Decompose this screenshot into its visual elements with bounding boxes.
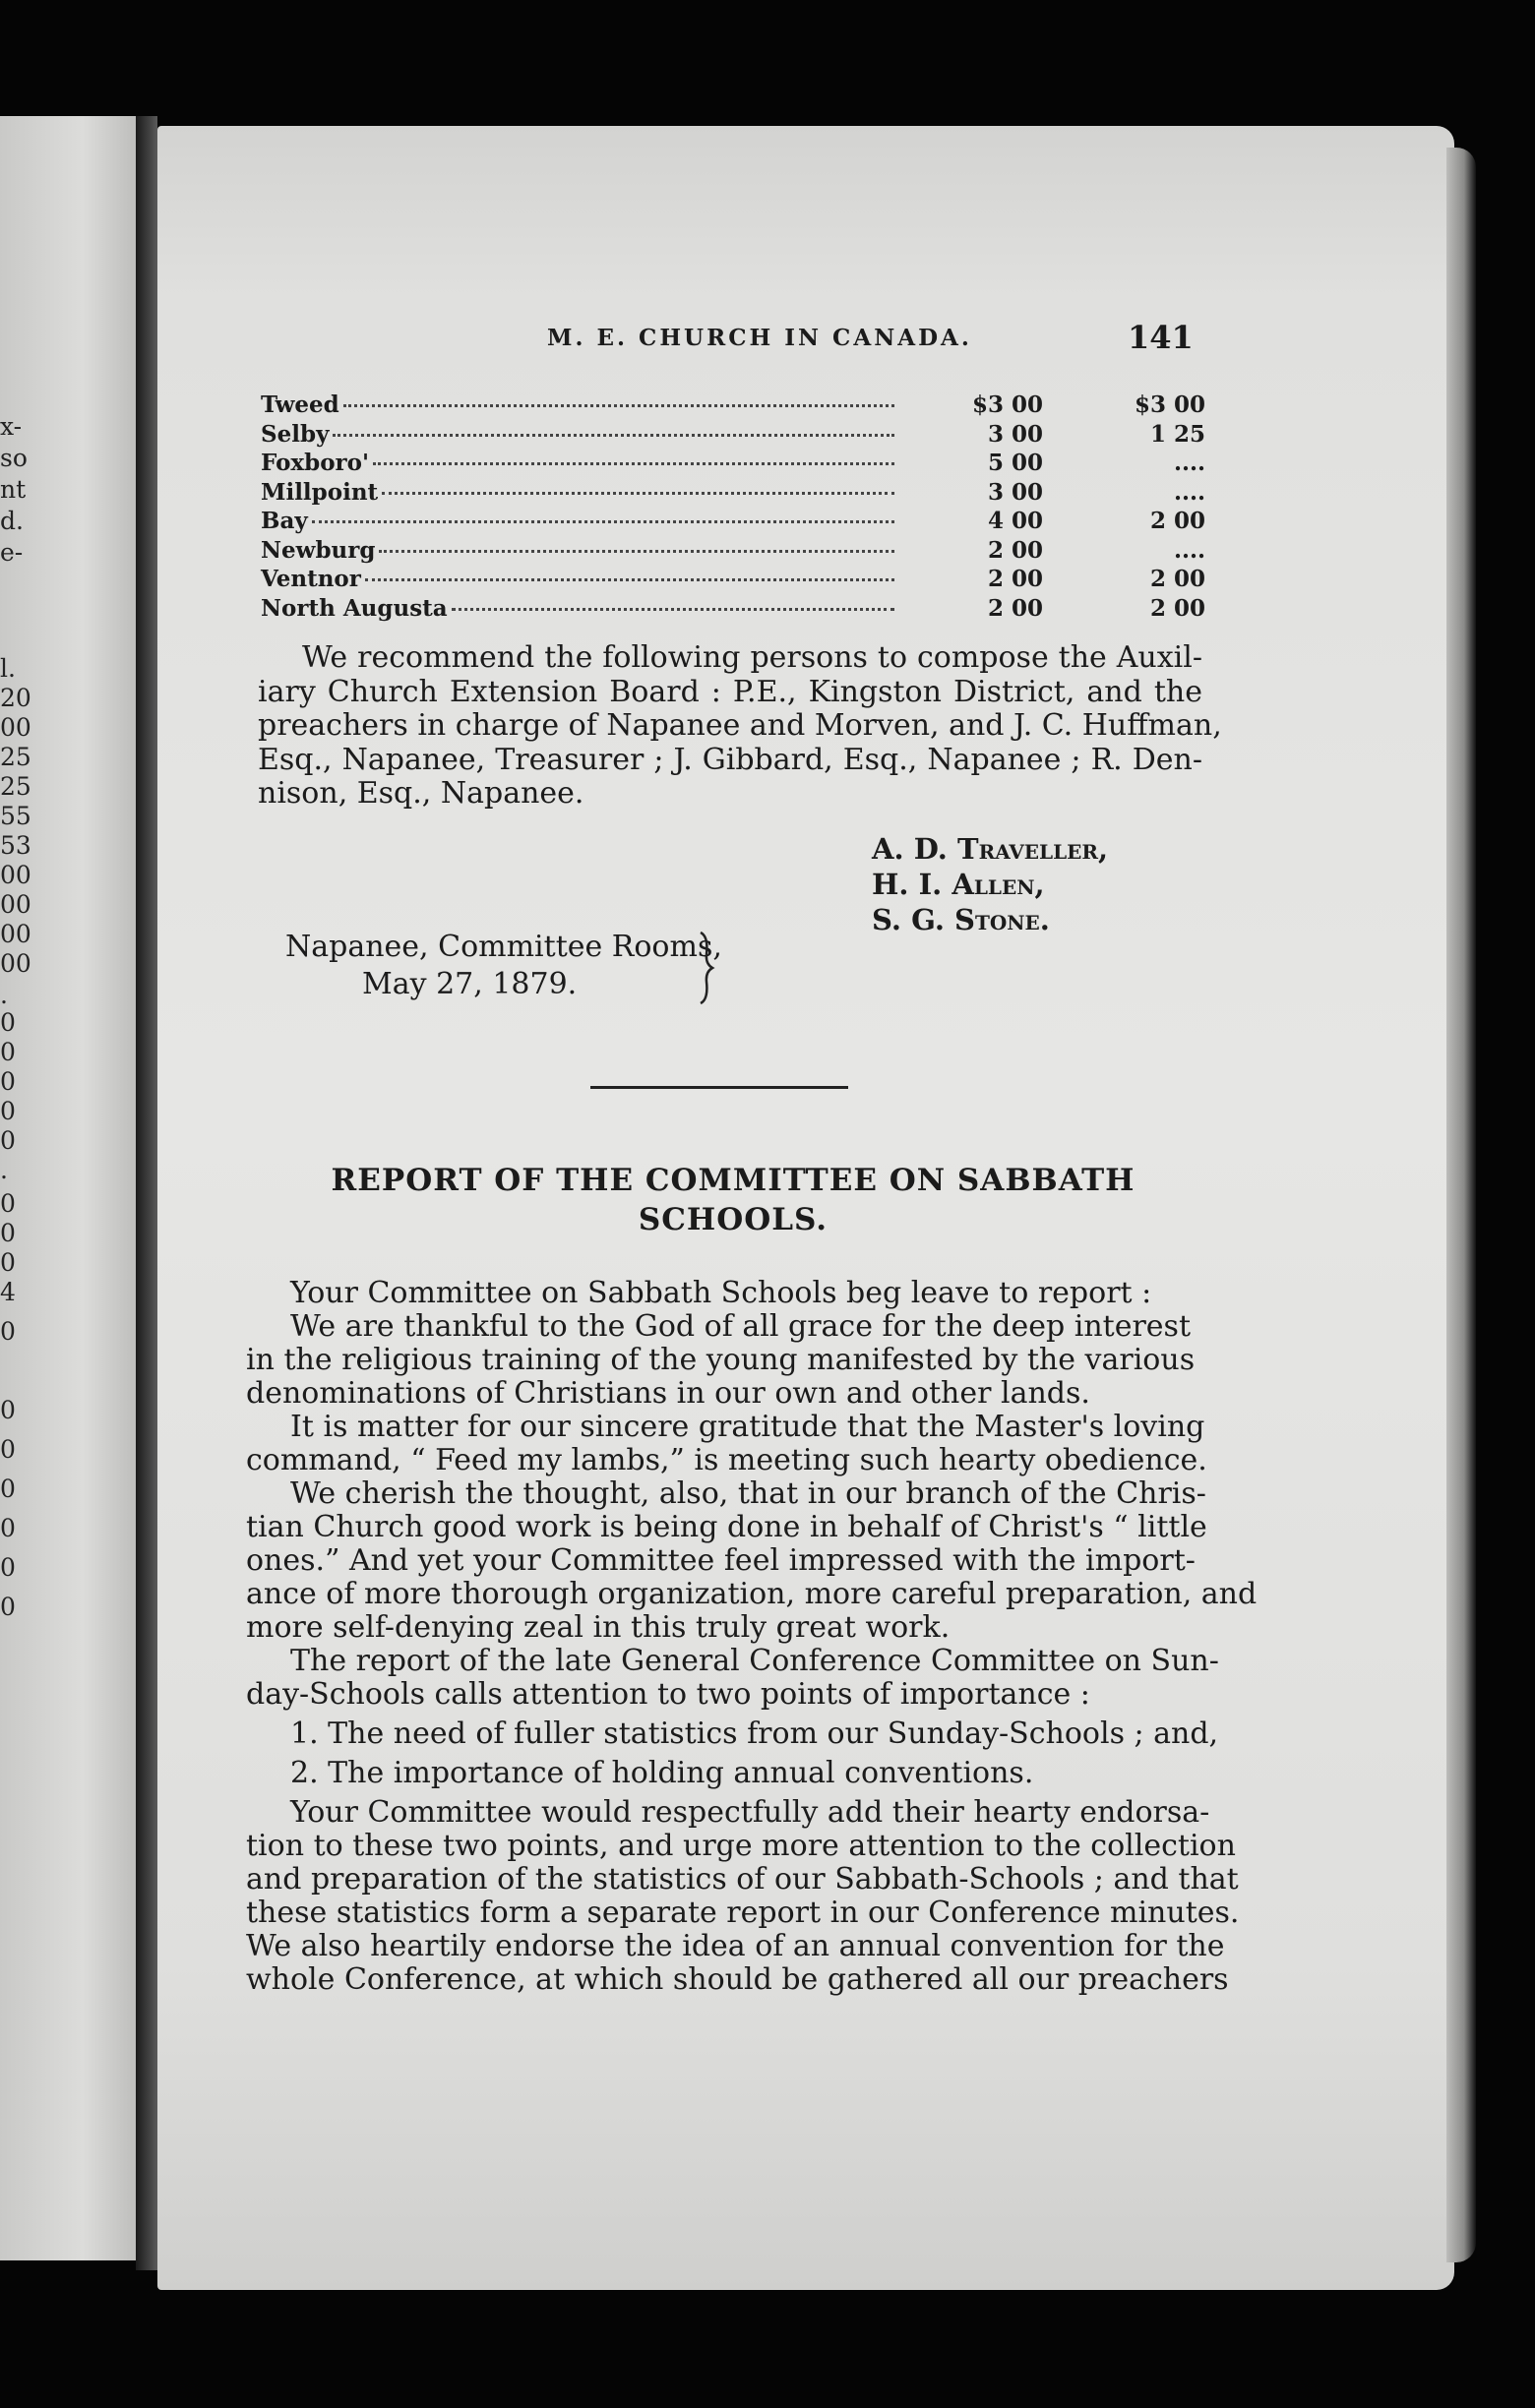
text-line: iary Church Extension Board : P.E., Kingston District, and the: [258, 674, 1202, 709]
ledger-row: [261, 566, 1215, 594]
ledger-amount-1: 2 00: [987, 536, 1043, 564]
dot-leader: [373, 462, 894, 465]
left-page-fragment: 0: [0, 1126, 16, 1155]
dot-leader: [333, 434, 894, 437]
text-line: We also heartily endorse the idea of an annual convention for the: [246, 1929, 1225, 1963]
dot-leader: [365, 578, 894, 581]
ledger-amount-1: 2 00: [987, 566, 1043, 592]
left-page-fragment: 00: [0, 713, 31, 742]
text-line: Esq., Napanee, Treasurer ; J. Gibbard, Esq., Napanee ; R. Den-: [258, 742, 1202, 777]
signatory-2: H. I. Allen,: [872, 868, 1045, 901]
text-line: whole Conference, at which should be gathered all our preachers: [246, 1962, 1229, 1997]
recommendation-paragraph: [258, 640, 1222, 812]
ledger-amount-1: 5 00: [987, 450, 1043, 476]
left-page-fragment: 0: [0, 1189, 16, 1218]
left-page-fragment: 0: [0, 1475, 16, 1503]
left-page-fragment: so: [0, 444, 28, 472]
left-page-fragment: 20: [0, 684, 31, 712]
report-heading-line2: SCHOOLS.: [638, 1202, 829, 1237]
ledger-amount-2: 2 00: [1149, 594, 1205, 622]
text-line: and preparation of the statistics of our Sabbath-Schools ; and that: [246, 1862, 1239, 1896]
running-head: M. E. CHURCH IN CANADA.: [547, 325, 972, 351]
left-page-fragment: 25: [0, 772, 31, 801]
left-page-fragment: 25: [0, 743, 31, 771]
left-page-fragment: 0: [0, 1008, 16, 1037]
dot-leader: [452, 608, 894, 611]
dot-leader: [343, 404, 894, 407]
signatory-3: S. G. Stone.: [872, 903, 1050, 936]
left-page-fragment: 0: [0, 1317, 16, 1346]
ledger-row: [261, 391, 1215, 420]
ledger-place: Millpoint: [261, 478, 379, 506]
text-line: day-Schools calls attention to two points of importance :: [246, 1677, 1090, 1712]
left-page-fragment: 0: [0, 1593, 16, 1621]
text-line: more self-denying zeal in this truly great work.: [246, 1610, 951, 1645]
text-line: tion to these two points, and urge more attention to the collection: [246, 1829, 1236, 1863]
ledger-row: [261, 421, 1215, 450]
left-page-fragment: 0: [0, 1038, 16, 1066]
page-edge: [1446, 148, 1476, 2262]
text-line: 2. The importance of holding annual conventions.: [290, 1756, 1034, 1790]
ledger-place: Tweed: [261, 391, 339, 418]
dot-leader: [312, 520, 894, 523]
left-page-fragment: 0: [0, 1396, 16, 1424]
ledger-amount-1: $3 00: [971, 391, 1043, 418]
left-page-fragment: .: [0, 981, 8, 1009]
left-page-fragment: 00: [0, 890, 31, 919]
left-page-fragment: 0: [0, 1553, 16, 1582]
ledger-amount-1: 2 00: [987, 594, 1043, 622]
ledger-amount-2: $3 00: [1134, 391, 1205, 418]
report-heading-line1: REPORT OF THE COMMITTEE ON SABBATH: [331, 1163, 1136, 1198]
ledger-amount-2: ....: [1173, 450, 1205, 476]
left-page-fragment: 00: [0, 920, 31, 948]
ledger-amount-1: 3 00: [987, 420, 1043, 448]
ledger-row: [261, 595, 1215, 624]
text-line: command, “ Feed my lambs,” is meeting such hearty obedience.: [246, 1443, 1207, 1477]
date-line: May 27, 1879.: [362, 967, 578, 1001]
ledger-place: Newburg: [261, 536, 376, 564]
left-page-fragment: x-: [0, 412, 23, 441]
left-page-fragment: 0: [0, 1067, 16, 1096]
ledger-place: North Augusta: [261, 594, 448, 622]
left-page-fragment: 55: [0, 802, 31, 830]
left-page-fragment: 0: [0, 1514, 16, 1542]
text-line: We recommend the following persons to compose the Auxil-: [302, 640, 1202, 675]
ledger-row: [261, 450, 1215, 478]
text-line: these statistics form a separate report in our Conference minutes.: [246, 1896, 1240, 1930]
text-line: Your Committee would respectfully add their hearty endorsa-: [290, 1795, 1210, 1830]
text-line: We are thankful to the God of all grace for the deep interest: [290, 1309, 1191, 1344]
left-page-margin: [0, 116, 138, 2260]
left-page-fragment: 0: [0, 1248, 16, 1277]
ledger-amount-2: ....: [1173, 478, 1205, 506]
left-page-fragment: e-: [0, 538, 24, 567]
ledger-amount-1: 4 00: [987, 508, 1043, 534]
ledger-row: [261, 508, 1215, 536]
text-line: ance of more thorough organization, more careful preparation, and: [246, 1577, 1258, 1611]
left-page-fragment: d.: [0, 507, 24, 535]
text-line: The report of the late General Conference Committee on Sun-: [290, 1644, 1219, 1678]
ledger-place: Ventnor: [261, 566, 361, 592]
text-line: tian Church good work is being done in behalf of Christ's “ little: [246, 1510, 1207, 1544]
dot-leader: [382, 492, 894, 495]
text-line: nison, Esq., Napanee.: [258, 776, 584, 811]
left-page-fragment: l.: [0, 654, 16, 683]
text-line: We cherish the thought, also, that in our branch of the Chris-: [290, 1476, 1206, 1511]
text-line: ones.” And yet your Committee feel impressed with the import-: [246, 1543, 1196, 1578]
ledger-place: Foxboro': [261, 450, 370, 476]
text-line: preachers in charge of Napanee and Morven, and J. C. Huffman,: [258, 708, 1222, 743]
place-date-block: [285, 929, 722, 1003]
left-page-fragment: 0: [0, 1435, 16, 1464]
book-spine: [136, 116, 157, 2270]
place-line: Napanee, Committee Rooms,: [285, 930, 722, 964]
ledger-place: Selby: [261, 420, 330, 448]
left-page-fragment: 0: [0, 1097, 16, 1125]
left-page-fragment: 00: [0, 949, 31, 978]
text-line: denominations of Christians in our own and other lands.: [246, 1376, 1090, 1411]
ledger-amount-2: 2 00: [1149, 508, 1205, 534]
page-number: 141: [1128, 319, 1194, 356]
signatory-1: A. D. Traveller,: [872, 832, 1109, 866]
ledger-amount-1: 3 00: [987, 478, 1043, 506]
text-line: 1. The need of fuller statistics from our Sunday-Schools ; and,: [290, 1716, 1219, 1751]
text-line: Your Committee on Sabbath Schools beg leave to report :: [290, 1276, 1152, 1310]
report-body: [246, 1276, 1258, 1997]
text-line: It is matter for our sincere gratitude that the Master's loving: [290, 1410, 1205, 1444]
brace-mark: [697, 931, 716, 1005]
ledger-row: [261, 537, 1215, 566]
left-page-fragment: 0: [0, 1219, 16, 1247]
text-line: in the religious training of the young manifested by the various: [246, 1343, 1196, 1377]
left-page-fragment: 53: [0, 831, 31, 860]
left-page-fragment: nt: [0, 475, 27, 504]
ledger-amount-2: ....: [1173, 536, 1205, 564]
dot-leader: [379, 550, 894, 553]
section-divider: [590, 1086, 848, 1089]
ledger-amount-2: 2 00: [1149, 566, 1205, 592]
left-page-fragment: 4: [0, 1278, 16, 1306]
ledger-row: [261, 479, 1215, 508]
left-page-fragment: .: [0, 1156, 8, 1184]
ledger-place: Bay: [261, 508, 308, 534]
left-page-fragment: 00: [0, 861, 31, 889]
ledger-amount-2: 1 25: [1149, 420, 1205, 448]
